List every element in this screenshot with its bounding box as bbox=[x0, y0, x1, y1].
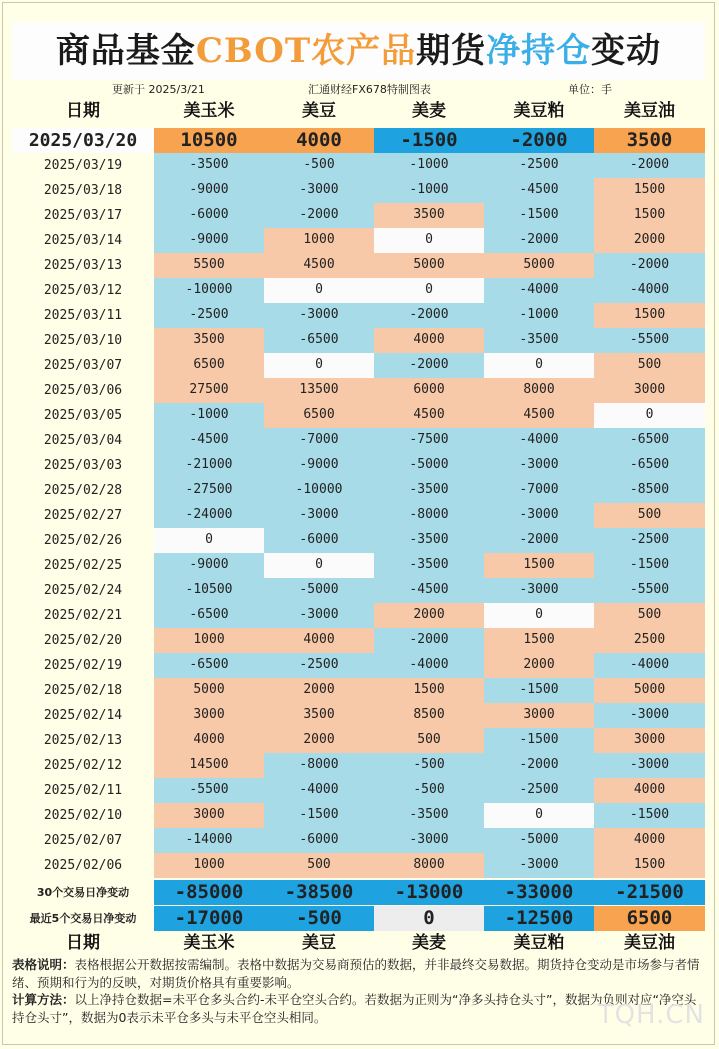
table-row bbox=[12, 203, 705, 228]
value-cell: -14000 bbox=[154, 828, 264, 853]
value-cell: -4500 bbox=[154, 428, 264, 453]
row-date: 2025/02/18 bbox=[43, 683, 123, 698]
footer-header-corn: 美玉米 bbox=[183, 933, 235, 953]
table-row bbox=[12, 828, 705, 853]
value-cell: -2000 bbox=[594, 253, 705, 278]
notes-explanation bbox=[12, 956, 705, 991]
footer-header-wheat: 美麦 bbox=[412, 933, 446, 953]
value-cell: -3000 bbox=[484, 578, 594, 603]
value-cell: -24000 bbox=[154, 503, 264, 528]
row-date: 2025/02/07 bbox=[43, 833, 123, 848]
table-row bbox=[12, 503, 705, 528]
value-cell: -1000 bbox=[374, 178, 484, 203]
value-cell: -1500 bbox=[484, 203, 594, 228]
row-date: 2025/02/19 bbox=[43, 658, 123, 673]
value-cell: -38500 bbox=[264, 880, 374, 905]
table-row bbox=[12, 378, 705, 403]
value-cell: 0 bbox=[154, 528, 264, 553]
value-cell: -8000 bbox=[374, 503, 484, 528]
footer-header-date: 日期 bbox=[66, 933, 100, 953]
title-part-4: 净持仓 bbox=[486, 31, 592, 71]
value-cell: -33000 bbox=[484, 880, 594, 905]
value-cell: 1500 bbox=[484, 628, 594, 653]
value-cell: -3000 bbox=[484, 503, 594, 528]
row-date: 2025/02/10 bbox=[43, 808, 123, 823]
value-cell: -5000 bbox=[264, 578, 374, 603]
row-date: 2025/03/12 bbox=[43, 283, 123, 298]
value-cell: 1500 bbox=[484, 553, 594, 578]
value-cell: 4000 bbox=[264, 628, 374, 653]
table-row bbox=[12, 403, 705, 428]
value-cell: -6500 bbox=[594, 428, 705, 453]
row-date: 2025/03/20 bbox=[12, 128, 154, 153]
value-cell: -4000 bbox=[484, 278, 594, 303]
row-date: 2025/03/18 bbox=[43, 183, 123, 198]
latest-row bbox=[12, 128, 705, 153]
value-cell: 3000 bbox=[484, 703, 594, 728]
value-cell: 5000 bbox=[594, 678, 705, 703]
row-date: 2025/03/05 bbox=[43, 408, 123, 423]
table-row bbox=[12, 328, 705, 353]
value-cell: -2000 bbox=[484, 228, 594, 253]
notes-explain-label: 表格说明： bbox=[12, 957, 75, 972]
value-cell: -2000 bbox=[484, 753, 594, 778]
value-cell: 8000 bbox=[374, 853, 484, 878]
value-cell: -2000 bbox=[484, 128, 594, 153]
value-cell: 0 bbox=[264, 353, 374, 378]
value-cell: 4000 bbox=[374, 328, 484, 353]
value-cell: 1500 bbox=[594, 853, 705, 878]
value-cell: 2000 bbox=[264, 728, 374, 753]
value-cell: -6000 bbox=[264, 828, 374, 853]
footer-header-soyoil: 美豆油 bbox=[624, 933, 675, 953]
value-cell: -500 bbox=[264, 906, 374, 931]
value-cell: 1000 bbox=[154, 628, 264, 653]
value-cell: -4000 bbox=[594, 278, 705, 303]
value-cell: -6500 bbox=[154, 603, 264, 628]
summary-label: 30个交易日净变动 bbox=[36, 886, 130, 899]
row-date: 2025/03/13 bbox=[43, 258, 123, 273]
table-row bbox=[12, 228, 705, 253]
value-cell: 0 bbox=[484, 353, 594, 378]
value-cell: -3500 bbox=[374, 553, 484, 578]
value-cell: -2000 bbox=[374, 628, 484, 653]
value-cell: -3500 bbox=[154, 153, 264, 178]
value-cell: 4500 bbox=[264, 253, 374, 278]
table-row bbox=[12, 153, 705, 178]
value-cell: 1500 bbox=[594, 303, 705, 328]
row-date: 2025/03/04 bbox=[43, 433, 123, 448]
table-row bbox=[12, 578, 705, 603]
row-date: 2025/02/11 bbox=[43, 783, 123, 798]
table-row bbox=[12, 753, 705, 778]
value-cell: 6500 bbox=[154, 353, 264, 378]
table-row bbox=[12, 703, 705, 728]
title-part-5: 变动 bbox=[591, 31, 662, 71]
update-date: 更新于 2025/3/21 bbox=[112, 83, 205, 96]
value-cell: -7000 bbox=[264, 428, 374, 453]
value-cell: -1500 bbox=[374, 128, 484, 153]
value-cell: 0 bbox=[374, 278, 484, 303]
value-cell: 1500 bbox=[594, 178, 705, 203]
value-cell: 3000 bbox=[154, 803, 264, 828]
summary-label: 最近5个交易日净变动 bbox=[29, 912, 137, 925]
value-cell: -5500 bbox=[154, 778, 264, 803]
value-cell: -3500 bbox=[484, 328, 594, 353]
row-date: 2025/02/27 bbox=[43, 508, 123, 523]
value-cell: 500 bbox=[374, 728, 484, 753]
value-cell: 5000 bbox=[374, 253, 484, 278]
value-cell: -500 bbox=[374, 778, 484, 803]
value-cell: -2500 bbox=[264, 653, 374, 678]
value-cell: -1000 bbox=[374, 153, 484, 178]
value-cell: 2000 bbox=[264, 678, 374, 703]
value-cell: -3000 bbox=[484, 453, 594, 478]
value-cell: 0 bbox=[484, 603, 594, 628]
header-wheat: 美麦 bbox=[412, 101, 446, 121]
table-row bbox=[12, 453, 705, 478]
value-cell: -3000 bbox=[264, 303, 374, 328]
table-row bbox=[12, 178, 705, 203]
summary-30-row bbox=[12, 880, 705, 905]
value-cell: 4000 bbox=[594, 828, 705, 853]
value-cell: -2500 bbox=[484, 153, 594, 178]
table-row bbox=[12, 853, 705, 878]
value-cell: 3500 bbox=[264, 703, 374, 728]
value-cell: -2000 bbox=[374, 303, 484, 328]
value-cell: -1500 bbox=[594, 553, 705, 578]
row-date: 2025/03/10 bbox=[43, 333, 123, 348]
value-cell: -6000 bbox=[154, 203, 264, 228]
value-cell: 2000 bbox=[484, 653, 594, 678]
value-cell: 4500 bbox=[374, 403, 484, 428]
table-row bbox=[12, 678, 705, 703]
value-cell: 3000 bbox=[154, 703, 264, 728]
value-cell: 0 bbox=[374, 228, 484, 253]
unit-label: 单位：手 bbox=[568, 83, 612, 96]
value-cell: 13500 bbox=[264, 378, 374, 403]
value-cell: -17000 bbox=[154, 906, 264, 931]
value-cell: -2500 bbox=[594, 528, 705, 553]
table-row bbox=[12, 628, 705, 653]
row-date: 2025/03/03 bbox=[43, 458, 123, 473]
value-cell: -3000 bbox=[264, 603, 374, 628]
value-cell: -4500 bbox=[374, 578, 484, 603]
value-cell: -10000 bbox=[264, 478, 374, 503]
value-cell: -4000 bbox=[594, 653, 705, 678]
summary-5-row bbox=[12, 906, 705, 931]
table-row bbox=[12, 528, 705, 553]
value-cell: 500 bbox=[594, 503, 705, 528]
value-cell: 3500 bbox=[374, 203, 484, 228]
value-cell: 500 bbox=[594, 353, 705, 378]
title-part-3: 期货 bbox=[416, 31, 487, 71]
notes-method-text: 以上净持仓数据=未平仓多头合约-未平仓空头合约。若数据为正则为“净多头持仓头寸”，数据为负则对应“净空头持仓头寸”，数据为0表示未平仓多头与未平仓空头相同。 bbox=[12, 992, 697, 1025]
header-corn: 美玉米 bbox=[183, 101, 235, 121]
value-cell: -1500 bbox=[484, 728, 594, 753]
value-cell: -6500 bbox=[264, 328, 374, 353]
row-date: 2025/02/14 bbox=[43, 708, 123, 723]
header-date: 日期 bbox=[66, 101, 100, 121]
header-soymeal: 美豆粕 bbox=[513, 101, 565, 121]
row-date: 2025/02/21 bbox=[43, 608, 123, 623]
value-cell: -3000 bbox=[594, 753, 705, 778]
value-cell: 10500 bbox=[154, 128, 264, 153]
value-cell: -6500 bbox=[594, 453, 705, 478]
watermark-logo: TQH.CN bbox=[597, 1000, 705, 1030]
table-row bbox=[12, 253, 705, 278]
value-cell: -3000 bbox=[484, 853, 594, 878]
value-cell: 1500 bbox=[594, 203, 705, 228]
table-row bbox=[12, 428, 705, 453]
value-cell: -2000 bbox=[264, 203, 374, 228]
table-row bbox=[12, 803, 705, 828]
value-cell: -2500 bbox=[484, 778, 594, 803]
value-cell: 0 bbox=[594, 403, 705, 428]
value-cell: -85000 bbox=[154, 880, 264, 905]
value-cell: 4000 bbox=[594, 778, 705, 803]
value-cell: 500 bbox=[264, 853, 374, 878]
header-soyoil: 美豆油 bbox=[624, 101, 675, 121]
value-cell: 0 bbox=[264, 553, 374, 578]
value-cell: 1500 bbox=[374, 678, 484, 703]
value-cell: -27500 bbox=[154, 478, 264, 503]
value-cell: -1500 bbox=[264, 803, 374, 828]
value-cell: -8500 bbox=[594, 478, 705, 503]
value-cell: 0 bbox=[264, 278, 374, 303]
value-cell: -500 bbox=[374, 753, 484, 778]
value-cell: 8500 bbox=[374, 703, 484, 728]
row-date: 2025/03/11 bbox=[43, 308, 123, 323]
value-cell: -21500 bbox=[594, 880, 705, 905]
value-cell: -1500 bbox=[484, 678, 594, 703]
value-cell: -7500 bbox=[374, 428, 484, 453]
value-cell: -6500 bbox=[154, 653, 264, 678]
value-cell: 3000 bbox=[594, 728, 705, 753]
row-date: 2025/02/25 bbox=[43, 558, 123, 573]
footer-header-soybean: 美豆 bbox=[302, 933, 336, 953]
value-cell: -3000 bbox=[374, 828, 484, 853]
value-cell: -3500 bbox=[374, 528, 484, 553]
value-cell: 27500 bbox=[154, 378, 264, 403]
value-cell: -10500 bbox=[154, 578, 264, 603]
table-row bbox=[12, 353, 705, 378]
table-row bbox=[12, 478, 705, 503]
value-cell: 4000 bbox=[154, 728, 264, 753]
value-cell: -9000 bbox=[154, 178, 264, 203]
value-cell: -1000 bbox=[154, 403, 264, 428]
row-date: 2025/02/26 bbox=[43, 533, 123, 548]
row-date: 2025/02/24 bbox=[43, 583, 123, 598]
value-cell: -5500 bbox=[594, 328, 705, 353]
row-date: 2025/02/13 bbox=[43, 733, 123, 748]
notes-method-label: 计算方法： bbox=[12, 992, 75, 1007]
value-cell: 2000 bbox=[594, 228, 705, 253]
value-cell: 5000 bbox=[484, 253, 594, 278]
value-cell: -7000 bbox=[484, 478, 594, 503]
value-cell: -10000 bbox=[154, 278, 264, 303]
value-cell: -4500 bbox=[484, 178, 594, 203]
page-title bbox=[12, 22, 705, 80]
value-cell: -3500 bbox=[374, 478, 484, 503]
value-cell: 500 bbox=[594, 603, 705, 628]
table-row bbox=[12, 303, 705, 328]
value-cell: -3000 bbox=[264, 178, 374, 203]
source-label: 汇通财经FX678特制图表 bbox=[308, 83, 431, 96]
table-row bbox=[12, 603, 705, 628]
value-cell: -6000 bbox=[264, 528, 374, 553]
value-cell: 3000 bbox=[594, 378, 705, 403]
value-cell: -12500 bbox=[484, 906, 594, 931]
notes-explain-text: 表格根据公开数据按需编制。表格中数据为交易商预估的数据，并非最终交易数据。期货持仓变动是市场参与者情绪、预期和行为的反映，对期货价格具有重要影响。 bbox=[12, 957, 700, 990]
value-cell: -4000 bbox=[374, 653, 484, 678]
value-cell: 3500 bbox=[594, 128, 705, 153]
value-cell: 6000 bbox=[374, 378, 484, 403]
table-row bbox=[12, 778, 705, 803]
table-row bbox=[12, 553, 705, 578]
row-date: 2025/03/07 bbox=[43, 358, 123, 373]
value-cell: -9000 bbox=[154, 228, 264, 253]
value-cell: -8000 bbox=[264, 753, 374, 778]
row-date: 2025/03/19 bbox=[43, 158, 123, 173]
value-cell: 6500 bbox=[594, 906, 705, 931]
header-soybean: 美豆 bbox=[302, 101, 336, 121]
value-cell: -500 bbox=[264, 153, 374, 178]
value-cell: -21000 bbox=[154, 453, 264, 478]
value-cell: 2000 bbox=[374, 603, 484, 628]
row-date: 2025/03/14 bbox=[43, 233, 123, 248]
value-cell: 6500 bbox=[264, 403, 374, 428]
value-cell: -3500 bbox=[374, 803, 484, 828]
value-cell: -3000 bbox=[594, 703, 705, 728]
row-date: 2025/02/12 bbox=[43, 758, 123, 773]
value-cell: 5000 bbox=[154, 678, 264, 703]
value-cell: -2000 bbox=[594, 153, 705, 178]
value-cell: -5000 bbox=[374, 453, 484, 478]
value-cell: -1500 bbox=[594, 803, 705, 828]
value-cell: -5500 bbox=[594, 578, 705, 603]
value-cell: 14500 bbox=[154, 753, 264, 778]
row-date: 2025/02/28 bbox=[43, 483, 123, 498]
value-cell: -13000 bbox=[374, 880, 484, 905]
value-cell: 4000 bbox=[264, 128, 374, 153]
title-part-2: CBOT农产品 bbox=[195, 31, 417, 71]
row-date: 2025/03/06 bbox=[43, 383, 123, 398]
value-cell: 4500 bbox=[484, 403, 594, 428]
value-cell: -9000 bbox=[154, 553, 264, 578]
row-date: 2025/02/20 bbox=[43, 633, 123, 648]
value-cell: -2000 bbox=[484, 528, 594, 553]
row-date: 2025/02/06 bbox=[43, 858, 123, 873]
value-cell: -2500 bbox=[154, 303, 264, 328]
value-cell: -2000 bbox=[374, 353, 484, 378]
value-cell: -4000 bbox=[264, 778, 374, 803]
footer-header-soymeal: 美豆粕 bbox=[513, 933, 565, 953]
value-cell: 2500 bbox=[594, 628, 705, 653]
value-cell: 1000 bbox=[264, 228, 374, 253]
table-row bbox=[12, 278, 705, 303]
table-row bbox=[12, 728, 705, 753]
value-cell: 5500 bbox=[154, 253, 264, 278]
value-cell: -4000 bbox=[484, 428, 594, 453]
value-cell: -3000 bbox=[264, 503, 374, 528]
value-cell: 3500 bbox=[154, 328, 264, 353]
value-cell: 0 bbox=[374, 906, 484, 931]
value-cell: 0 bbox=[484, 803, 594, 828]
row-date: 2025/03/17 bbox=[43, 208, 123, 223]
table-row bbox=[12, 653, 705, 678]
value-cell: 1000 bbox=[154, 853, 264, 878]
value-cell: 8000 bbox=[484, 378, 594, 403]
value-cell: -9000 bbox=[264, 453, 374, 478]
value-cell: -1000 bbox=[484, 303, 594, 328]
title-part-1: 商品基金 bbox=[55, 31, 196, 71]
value-cell: -5000 bbox=[484, 828, 594, 853]
